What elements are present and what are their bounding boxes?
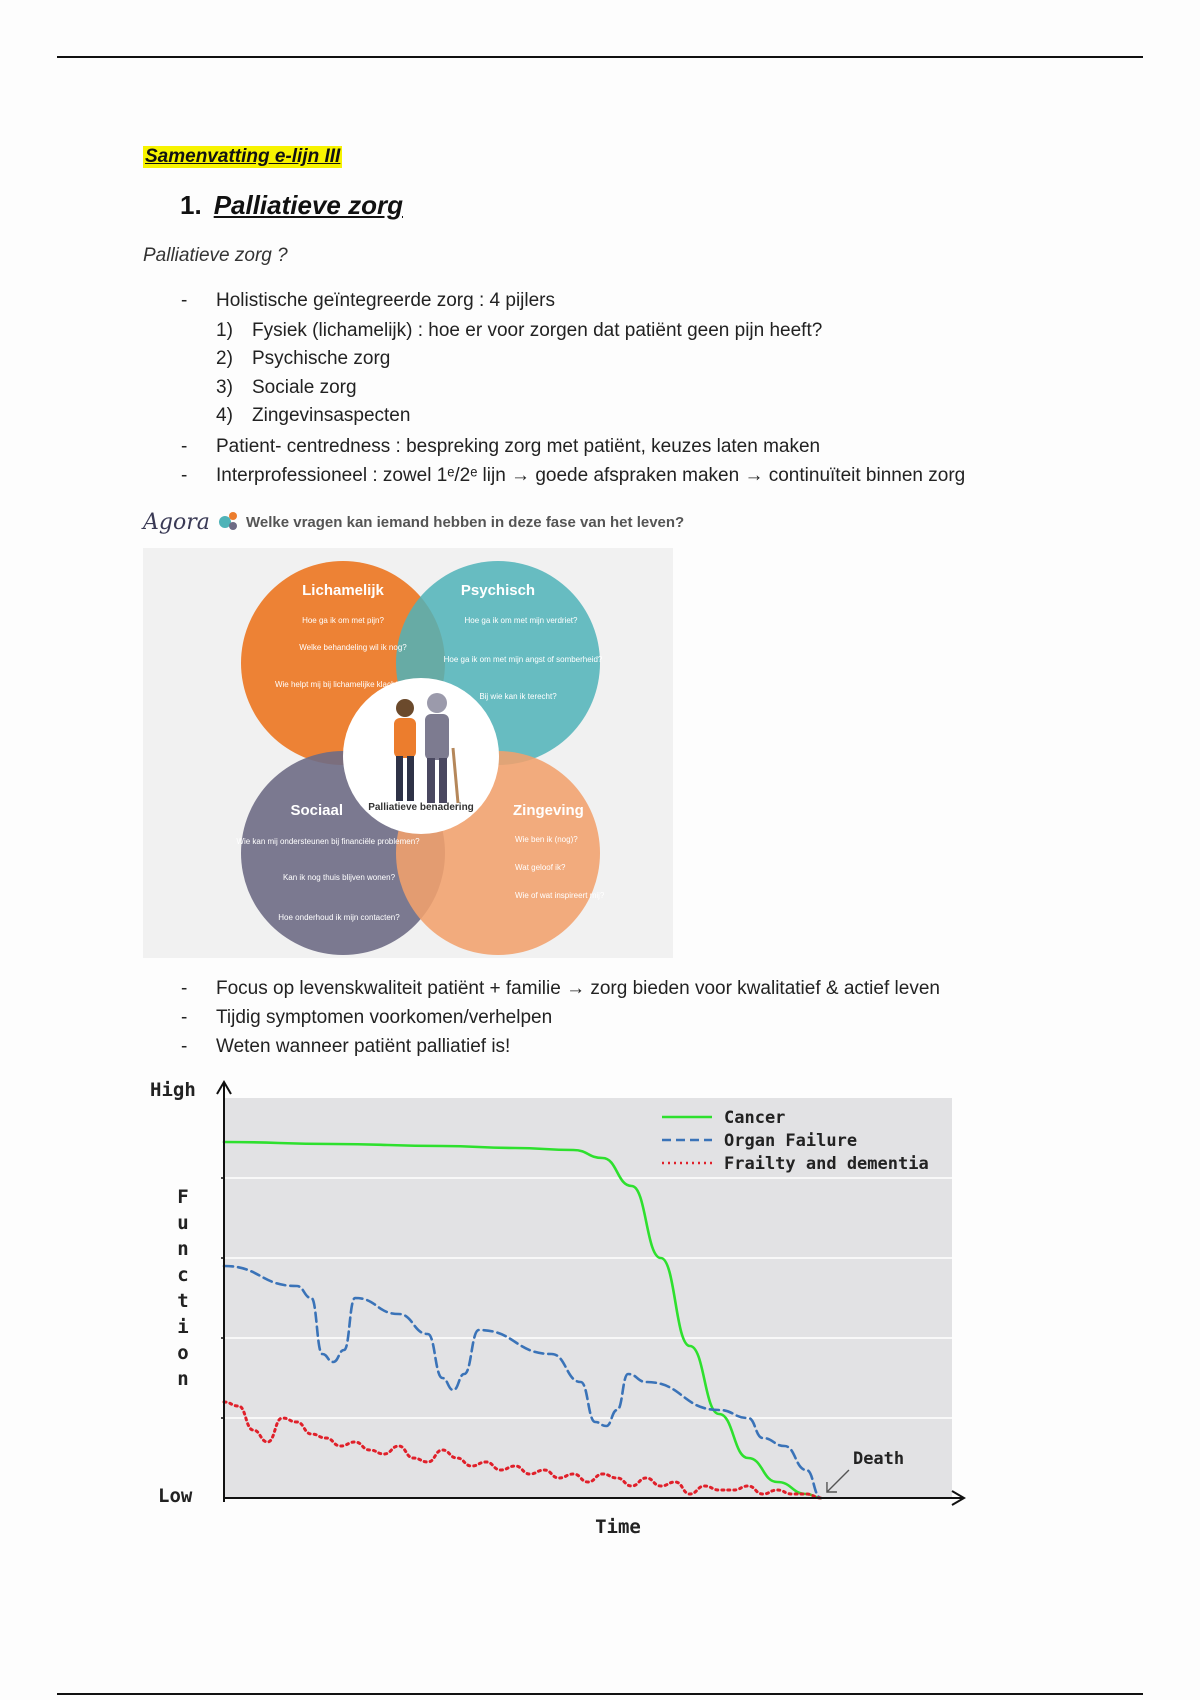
y-axis-label (177, 1186, 188, 1390)
pillar-number: 3) (216, 377, 233, 398)
bullet-text: Focus op levenskwaliteit patiënt + familie → zorg bieden voor kwalitatief & actief leven (216, 978, 940, 999)
bullet-marker: - (181, 1007, 188, 1028)
quadrant-item: Welke behandeling wil ik nog? (299, 643, 407, 652)
heading-number: 1. (180, 190, 202, 220)
pillar-number: 4) (216, 405, 233, 426)
legend-label: Cancer (724, 1108, 786, 1128)
legend-label: Frailty and dementia (724, 1154, 929, 1174)
bullet-marker: - (181, 465, 188, 486)
bullet-text: Interprofessioneel : zowel 1ᵉ/2ᵉ lijn → goede afspraken maken → continuïteit binnen zorg (216, 465, 966, 486)
bullet-marker: - (181, 1036, 188, 1057)
y-axis-label-char: o (177, 1342, 189, 1364)
bullet-text: Weten wanneer patiënt palliatief is! (216, 1036, 511, 1057)
quadrant-title-sociaal: Sociaal (290, 802, 343, 819)
x-axis-label: Time (595, 1516, 641, 1538)
pillar-number: 1) (216, 320, 233, 341)
bullet-marker: - (181, 290, 188, 311)
death-label: Death (852, 1449, 905, 1469)
quadrant-title-lichamelijk: Lichamelijk (302, 582, 384, 599)
quadrant-item: Bij wie kan ik terecht? (479, 692, 557, 701)
y-axis-label-char: n (177, 1238, 189, 1260)
quadrant-title-zingeving: Zingeving (513, 802, 584, 819)
quadrant-item: Wie kan mij ondersteunen bij financiële problemen? (236, 837, 420, 846)
y-axis-label-char: n (177, 1368, 189, 1390)
subtitle: Palliatieve zorg ? (143, 245, 288, 266)
bullet-marker: - (181, 436, 188, 457)
bullet-text: Tijdig symptomen voorkomen/verhelpen (216, 1007, 553, 1028)
section-heading (180, 190, 403, 221)
y-axis-label-char: u (177, 1212, 189, 1234)
summary-title: Samenvatting e-lijn III (145, 146, 341, 167)
quadrant-item: Wie ben ik (nog)? (515, 835, 578, 844)
pillar-text: Fysiek (lichamelijk) : hoe er voor zorgen dat patiënt geen pijn heeft? (252, 320, 823, 341)
bullet-text: Patient- centredness : bespreking zorg met patiënt, keuzes laten maken (216, 436, 821, 457)
agora-logo-text: Agora (143, 510, 210, 535)
pillar-text: Psychische zorg (252, 348, 391, 369)
palliative-venn-diagram (143, 548, 673, 958)
agora-logo (143, 510, 239, 535)
y-high-label: High (150, 1079, 196, 1101)
quadrant-item: Wat geloof ik? (515, 863, 566, 872)
quadrant-item: Hoe onderhoud ik mijn contacten? (278, 913, 400, 922)
y-axis-label-char: t (177, 1290, 189, 1312)
figure-question: Welke vragen kan iemand hebben in deze fase van het leven? (246, 514, 685, 531)
pillar-text: Zingevinsaspecten (252, 405, 411, 426)
center-label: Palliatieve benadering (368, 802, 474, 813)
top-rule (57, 56, 1143, 58)
quadrant-item: Hoe ga ik om met mijn verdriet? (464, 616, 578, 625)
quadrant-item: Kan ik nog thuis blijven wonen? (282, 873, 396, 882)
bottom-rule (57, 1693, 1143, 1695)
heading-text: Palliatieve zorg (213, 190, 403, 220)
illness-trajectory-chart (140, 1078, 970, 1558)
bullet-text: Holistische geïntegreerde zorg : 4 pijlers (216, 290, 556, 311)
y-axis-label-char: c (177, 1264, 189, 1286)
legend-label: Organ Failure (724, 1131, 858, 1151)
y-axis-label-char: i (177, 1316, 189, 1338)
bullet-marker: - (181, 978, 188, 999)
quadrant-item: Wie of wat inspireert mij? (515, 891, 605, 900)
quadrant-item: Hoe ga ik om met pijn? (302, 616, 384, 625)
y-low-label: Low (158, 1485, 193, 1507)
quadrant-item: Wie helpt mij bij lichamelijke klachten? (274, 680, 412, 689)
pillar-text: Sociale zorg (252, 377, 357, 398)
pillar-number: 2) (216, 348, 233, 369)
agora-logo-icon (217, 510, 239, 532)
y-axis-label-char: F (177, 1186, 189, 1208)
quadrant-item: Hoe ga ik om met mijn angst of somberheid? (443, 655, 603, 664)
quadrant-title-psychisch: Psychisch (460, 582, 536, 599)
